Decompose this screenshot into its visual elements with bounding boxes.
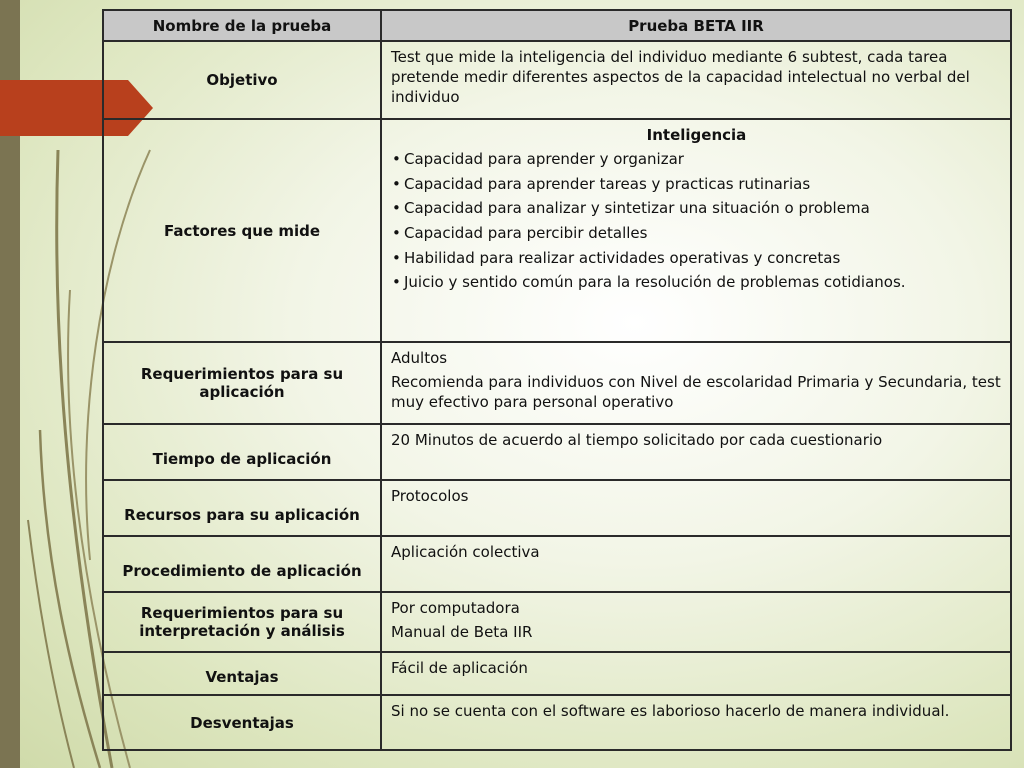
- row-requerimientos-aplicacion: [103, 342, 1011, 424]
- header-nombre-prueba: Nombre de la prueba: [103, 10, 381, 41]
- bullet-icon: •: [392, 174, 401, 193]
- list-item: [391, 174, 1002, 194]
- factores-list: [391, 149, 1002, 292]
- list-item-text: Capacidad para aprender y organizar: [404, 150, 684, 168]
- requerimientos-interpretacion-line: Manual de Beta IIR: [391, 623, 533, 641]
- objetivo-text: Test que mide la inteligencia del individuo mediante 6 subtest, cada tarea pretende medir diferentes aspectos de la capacidad intelectual no verbal del individuo: [381, 41, 1011, 119]
- list-item: [391, 248, 1002, 268]
- factores-subheading: Inteligencia: [646, 126, 747, 144]
- bullet-icon: •: [392, 224, 401, 243]
- requerimientos-aplicacion-line: Adultos: [391, 349, 448, 367]
- requerimientos-aplicacion-content: [381, 342, 1011, 424]
- row-factores: [103, 119, 1011, 342]
- procedimiento-label: Procedimiento de aplicación: [103, 536, 381, 592]
- list-item: [391, 223, 1002, 243]
- requerimientos-interpretacion-content: [381, 592, 1011, 652]
- row-procedimiento: [103, 536, 1011, 592]
- list-item-text: Capacidad para aprender tareas y practicas rutinarias: [404, 174, 811, 193]
- objetivo-label: Objetivo: [103, 41, 381, 119]
- row-desventajas: [103, 695, 1011, 750]
- recursos-label: Recursos para su aplicación: [103, 480, 381, 536]
- tiempo-label: Tiempo de aplicación: [103, 424, 381, 480]
- list-item-text: Habilidad para realizar actividades operativas y concretas: [404, 248, 841, 267]
- desventajas-text: Si no se cuenta con el software es laborioso hacerlo de manera individual.: [381, 695, 1011, 750]
- list-item-text: Juicio y sentido común para la resolución de problemas cotidianos.: [404, 273, 906, 292]
- requerimientos-interpretacion-label: Requerimientos para su interpretación y análisis: [103, 592, 381, 652]
- row-tiempo: [103, 424, 1011, 480]
- bullet-icon: •: [392, 199, 401, 218]
- requerimientos-aplicacion-label: Requerimientos para su aplicación: [103, 342, 381, 424]
- row-objetivo: [103, 41, 1011, 119]
- bullet-icon: •: [392, 273, 401, 292]
- requerimientos-interpretacion-line: Por computadora: [391, 599, 520, 617]
- list-item: [391, 272, 1002, 292]
- test-info-table: [102, 9, 1012, 751]
- table-header-row: [103, 10, 1011, 41]
- row-ventajas: [103, 652, 1011, 695]
- desventajas-label: Desventajas: [103, 695, 381, 750]
- ventajas-text: Fácil de aplicación: [381, 652, 1011, 695]
- bullet-icon: •: [392, 248, 401, 267]
- list-item: [391, 149, 1002, 169]
- factores-content: [381, 119, 1011, 342]
- list-item: [391, 198, 1002, 218]
- header-prueba-name: Prueba BETA IIR: [381, 10, 1011, 41]
- factores-label: Factores que mide: [103, 119, 381, 342]
- requerimientos-aplicacion-line: Recomienda para individuos con Nivel de escolaridad Primaria y Secundaria, test muy efectivo para personal operativo: [391, 373, 1001, 411]
- procedimiento-text: Aplicación colectiva: [381, 536, 1011, 592]
- list-item-text: Capacidad para percibir detalles: [404, 224, 648, 243]
- bullet-icon: •: [392, 150, 401, 168]
- list-item-text: Capacidad para analizar y sintetizar una situación o problema: [404, 199, 870, 218]
- ventajas-label: Ventajas: [103, 652, 381, 695]
- recursos-text: Protocolos: [381, 480, 1011, 536]
- tiempo-text: 20 Minutos de acuerdo al tiempo solicitado por cada cuestionario: [381, 424, 1011, 480]
- row-recursos: [103, 480, 1011, 536]
- row-requerimientos-interpretacion: [103, 592, 1011, 652]
